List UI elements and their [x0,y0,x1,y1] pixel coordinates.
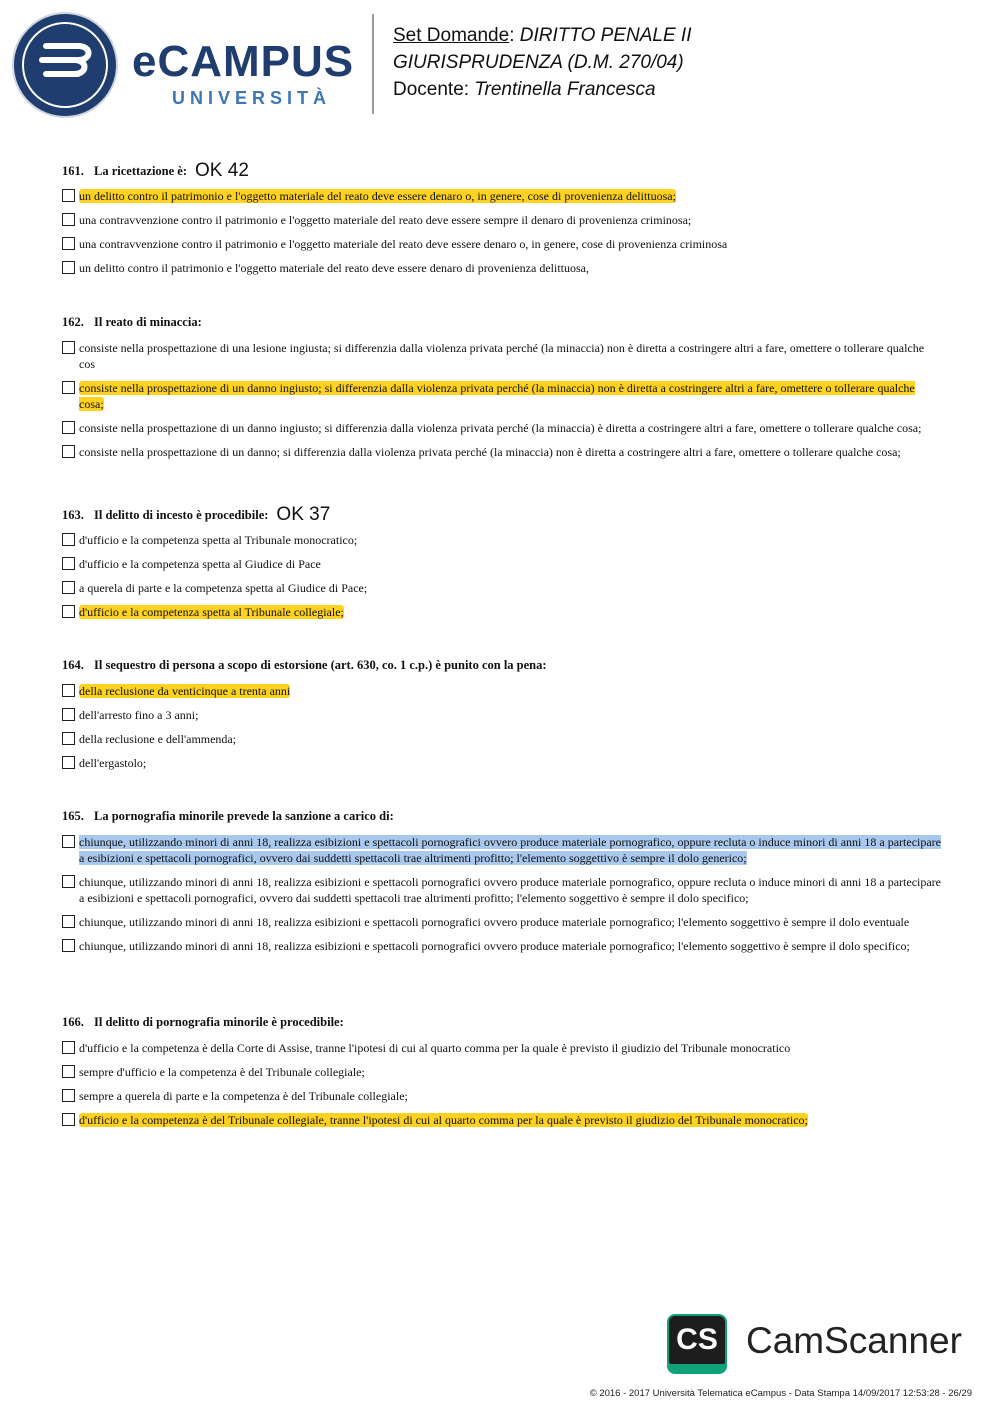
answer-option[interactable] [62,444,942,460]
header-info [393,22,692,103]
question-161 [62,160,942,276]
question-162 [62,312,942,460]
answer-checkbox[interactable] [62,341,75,354]
question-title [62,806,942,826]
answer-option[interactable] [62,834,942,866]
answer-checkbox[interactable] [62,189,75,202]
docente-line [393,76,692,103]
answer-option[interactable] [62,188,942,204]
answer-option[interactable] [62,380,942,412]
question-title [62,504,942,524]
answer-checkbox[interactable] [62,605,75,618]
question-title [62,160,942,180]
question-title [62,312,942,332]
header-divider [372,14,374,114]
camscanner-logo-text: CS [669,1316,725,1364]
answer-checkbox[interactable] [62,732,75,745]
answer-checkbox[interactable] [62,421,75,434]
answer-text: un delitto contro il patrimonio e l'oggetto materiale del reato deve essere denaro di provenienza delittuosa, [79,261,589,275]
answer-checkbox[interactable] [62,1065,75,1078]
question-164 [62,655,942,771]
set-label: Set Domande [393,25,510,46]
answer-option[interactable] [62,683,942,699]
answer-text: della reclusione da venticinque a trenta anni [79,684,291,698]
answer-checkbox[interactable] [62,237,75,250]
docente-label: Docente: [393,79,470,100]
camscanner-logo [667,1314,727,1374]
footer-copyright: © 2016 - 2017 Università Telematica eCampus - Data Stampa 14/09/2017 12:53:28 - 26/29 [589,1388,972,1399]
answer-text: consiste nella prospettazione di un danno ingiusto; si differenzia dalla violenza privata perché (la minaccia) è diretta a costringere altri a fare, omettere o tollerare qualche cosa; [79,421,922,435]
answer-checkbox[interactable] [62,1089,75,1102]
answer-checkbox[interactable] [62,1041,75,1054]
ecampus-brand [132,37,355,109]
answer-checkbox[interactable] [62,213,75,226]
answer-checkbox[interactable] [62,835,75,848]
answer-option[interactable] [62,874,942,906]
answer-text: consiste nella prospettazione di una lesione ingiusta; si differenzia dalla violenza privata perché (la minaccia) non è diretta a costringere altri a fare, omettere o tollerare qualche cos [79,341,925,371]
answer-text: d'ufficio e la competenza spetta al Tribunale collegiale; [79,605,344,619]
answer-checkbox[interactable] [62,557,75,570]
answer-option[interactable] [62,604,942,620]
answer-option[interactable] [62,938,942,954]
answer-checkbox[interactable] [62,875,75,888]
question-number: 165. [62,809,84,823]
question-text: Il sequestro di persona a scopo di estorsione (art. 630, co. 1 c.p.) è punito con la pena: [94,658,547,672]
answer-option[interactable] [62,556,942,572]
camscanner-watermark: CamScanner [746,1320,962,1361]
question-title [62,1012,942,1032]
set-value: DIRITTO PENALE II [519,25,692,46]
answer-text: dell'arresto fino a 3 anni; [79,708,199,722]
question-text: La ricettazione è: [94,164,188,178]
answer-text: a querela di parte e la competenza spetta al Giudice di Pace; [79,581,368,595]
handwritten-annotation: OK 42 [195,160,249,181]
answer-text: una contravvenzione contro il patrimonio e l'oggetto materiale del reato deve essere denaro o, in genere, cose di provenienza criminosa [79,237,728,251]
answer-text: della reclusione e dell'ammenda; [79,732,237,746]
answer-option[interactable] [62,755,942,771]
answer-checkbox[interactable] [62,708,75,721]
question-number: 161. [62,164,84,178]
answer-text: un delitto contro il patrimonio e l'oggetto materiale del reato deve essere denaro o, in genere, cose di provenienza delittuosa; [79,189,676,203]
answer-checkbox[interactable] [62,445,75,458]
answer-checkbox[interactable] [62,756,75,769]
answer-text: chiunque, utilizzando minori di anni 18, realizza esibizioni e spettacoli pornografici ovvero produce materiale pornografico; l'elemento soggettivo è sempre il dolo specifico; [79,939,910,953]
answer-text: chiunque, utilizzando minori di anni 18, realizza esibizioni e spettacoli pornografici ovvero produce materiale pornografico, oppure recluta o induce minori di anni 18 a partecipare a esibizioni e spettacoli pornografici, ovvero dai suddetti spettacoli trae altrimenti profitto; l'elemento soggettivo è sempre il dolo specifico; [79,875,942,905]
answer-option[interactable] [62,1040,942,1056]
brand-sub: UNIVERSITÀ [172,88,332,108]
question-text: La pornografia minorile prevede la sanzione a carico di: [94,809,394,823]
question-number: 163. [62,508,84,522]
answer-option[interactable] [62,1112,942,1128]
answer-option[interactable] [62,914,942,930]
answer-option[interactable] [62,532,942,548]
question-166 [62,1012,942,1128]
answer-text: d'ufficio e la competenza spetta al Giudice di Pace [79,557,321,571]
set-line: Set Domande: DIRITTO PENALE II [393,25,692,46]
docente-value: Trentinella Francesca [474,79,656,100]
answer-option[interactable] [62,707,942,723]
question-title [62,655,942,675]
ecampus-seal-logo [14,14,116,116]
answer-text: una contravvenzione contro il patrimonio e l'oggetto materiale del reato deve essere sempre il denaro di provenienza criminosa; [79,213,692,227]
question-number: 166. [62,1015,84,1029]
question-text: Il delitto di incesto è procedibile: [94,508,269,522]
answer-text: consiste nella prospettazione di un danno ingiusto; si differenzia dalla violenza privata perché (la minaccia) non è diretta a costringere altri a fare, omettere o tollerare qualche cosa; [79,381,915,411]
question-number: 164. [62,658,84,672]
answer-text: d'ufficio e la competenza spetta al Tribunale monocratico; [79,533,358,547]
answer-checkbox[interactable] [62,533,75,546]
course-value: GIURISPRUDENZA (D.M. 270/04) [393,52,684,73]
answer-option[interactable] [62,260,942,276]
answer-checkbox[interactable] [62,1113,75,1126]
answer-option[interactable] [62,1064,942,1080]
question-text: Il delitto di pornografia minorile è procedibile: [94,1015,344,1029]
answer-text: d'ufficio e la competenza è del Tribunale collegiale, tranne l'ipotesi di cui al quarto comma per la quale è previsto il giudizio del Tribunale monocratico; [79,1113,808,1127]
answer-option[interactable] [62,1088,942,1104]
answer-text: dell'ergastolo; [79,756,147,770]
answer-option[interactable] [62,236,942,252]
answer-text: sempre a querela di parte e la competenza è del Tribunale collegiale; [79,1089,408,1103]
question-number: 162. [62,315,84,329]
answer-checkbox[interactable] [62,915,75,928]
answer-option[interactable] [62,731,942,747]
answer-option[interactable] [62,212,942,228]
answer-checkbox[interactable] [62,684,75,697]
question-165 [62,806,942,954]
answer-option[interactable] [62,420,942,436]
brand-name: eCAMPUS [132,37,355,86]
answer-text: chiunque, utilizzando minori di anni 18, realizza esibizioni e spettacoli pornografici ovvero produce materiale pornografico; l'elemento soggettivo è sempre il dolo eventuale [79,915,910,929]
answer-text: sempre d'ufficio e la competenza è del Tribunale collegiale; [79,1065,365,1079]
course-line [393,49,692,76]
answer-text: consiste nella prospettazione di un danno; si differenzia dalla violenza privata perché (la minaccia) non è diretta a costringere altri a fare, omettere o tollerare qualche cosa; [79,445,901,459]
answer-checkbox[interactable] [62,581,75,594]
handwritten-annotation: OK 37 [276,504,331,525]
answer-text: d'ufficio e la competenza è della Corte di Assise, tranne l'ipotesi di cui al quarto comma per la quale è previsto il giudizio del Tribunale monocratico [79,1041,791,1055]
answer-option[interactable] [62,340,942,372]
question-text: Il reato di minaccia: [94,315,202,329]
answer-option[interactable] [62,580,942,596]
answer-text: chiunque, utilizzando minori di anni 18, realizza esibizioni e spettacoli pornografici ovvero produce materiale pornografico, oppure recluta o induce minori di anni 18 a partecipare a esibizioni e spettacoli pornografici, ovvero dai suddetti spettacoli trae altrimenti profitto; l'elemento soggettivo è sempre il dolo generico; [79,835,942,865]
answer-checkbox[interactable] [62,381,75,394]
answer-checkbox[interactable] [62,939,75,952]
answer-checkbox[interactable] [62,261,75,274]
question-163 [62,504,942,620]
